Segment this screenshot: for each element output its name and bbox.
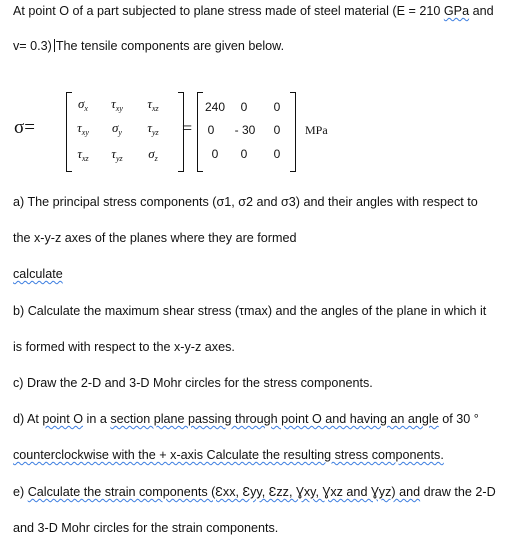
question-b-line-2: is formed with respect to the x-y-z axes.: [13, 340, 235, 354]
sym-tau-yz: $\tau_{yz}$: [147, 120, 159, 137]
value-r3c1: 0: [211, 147, 219, 161]
text-cursor: [54, 39, 55, 52]
sigma-lhs: σ=: [14, 117, 35, 138]
intro-line-1: [13, 3, 494, 19]
value-r1c2: 0: [240, 100, 248, 114]
question-e-line-2: and 3-D Mohr circles for the strain components.: [13, 521, 279, 535]
value-r3c3: 0: [273, 147, 281, 161]
value-r1c3: 0: [273, 100, 281, 114]
value-r2c3: 0: [273, 123, 281, 137]
sym-tau-xy: $\tau_{xy}$: [111, 96, 123, 113]
question-b-line-1: b) Calculate the maximum shear stress (τmax) and the angles of the plane in which it: [13, 304, 487, 318]
poisson-ratio: v= 0.3): [13, 39, 52, 53]
intro-line-2-text: The tensile components are given below.: [55, 39, 285, 53]
question-a-line-1: a) The principal stress components (σ1, σ2 and σ3) and their angles with respect to: [13, 195, 478, 209]
sym-tau-xz: $\tau_{xz}$: [147, 96, 159, 113]
sym-tau-yz-2: $\tau_{yz}$: [111, 146, 123, 163]
calculate-word: calculate: [13, 267, 63, 281]
value-r2c1: 0: [207, 123, 215, 137]
question-d-line-2: counterclockwise with the + x-axis Calculate the resulting stress components.: [13, 448, 444, 462]
question-e-line-1: e) Calculate the strain components (Ɛxx, Ɛyy, Ɛzz, Ɣxy, Ɣxz and Ɣyz) and draw the 2-D: [13, 485, 496, 499]
intro-line-2: [13, 38, 284, 54]
stress-tensor-equation: [14, 92, 344, 172]
sym-sigma-y: $\sigma_y$: [112, 120, 122, 137]
sym-tau-xz-2: $\tau_{xz}$: [77, 146, 89, 163]
question-a-line-3: [13, 266, 63, 282]
question-a-line-2: the x-y-z axes of the planes where they are formed: [13, 231, 297, 245]
question-c-line-1: c) Draw the 2-D and 3-D Mohr circles for the stress components.: [13, 376, 373, 390]
value-r2c2: - 30: [234, 123, 256, 137]
question-d-line-1: d) At point O in a section plane passing through point O and having an angle of 30 °: [13, 412, 479, 426]
intro-line-1-text: At point O of a part subjected to plane stress made of steel material (E = 210: [13, 4, 444, 18]
sym-sigma-z: $\sigma_z$: [148, 146, 158, 163]
value-r1c1: 240: [204, 100, 226, 114]
intro-line-1-end: and: [469, 4, 494, 18]
gpa-unit: GPa: [443, 4, 470, 18]
value-r3c2: 0: [240, 147, 248, 161]
sym-sigma-x: $\sigma_x$: [78, 96, 88, 113]
equals-sign: =: [182, 118, 193, 138]
sym-tau-xy-2: $\tau_{xy}$: [77, 120, 89, 137]
stress-unit: MPa: [305, 123, 328, 137]
